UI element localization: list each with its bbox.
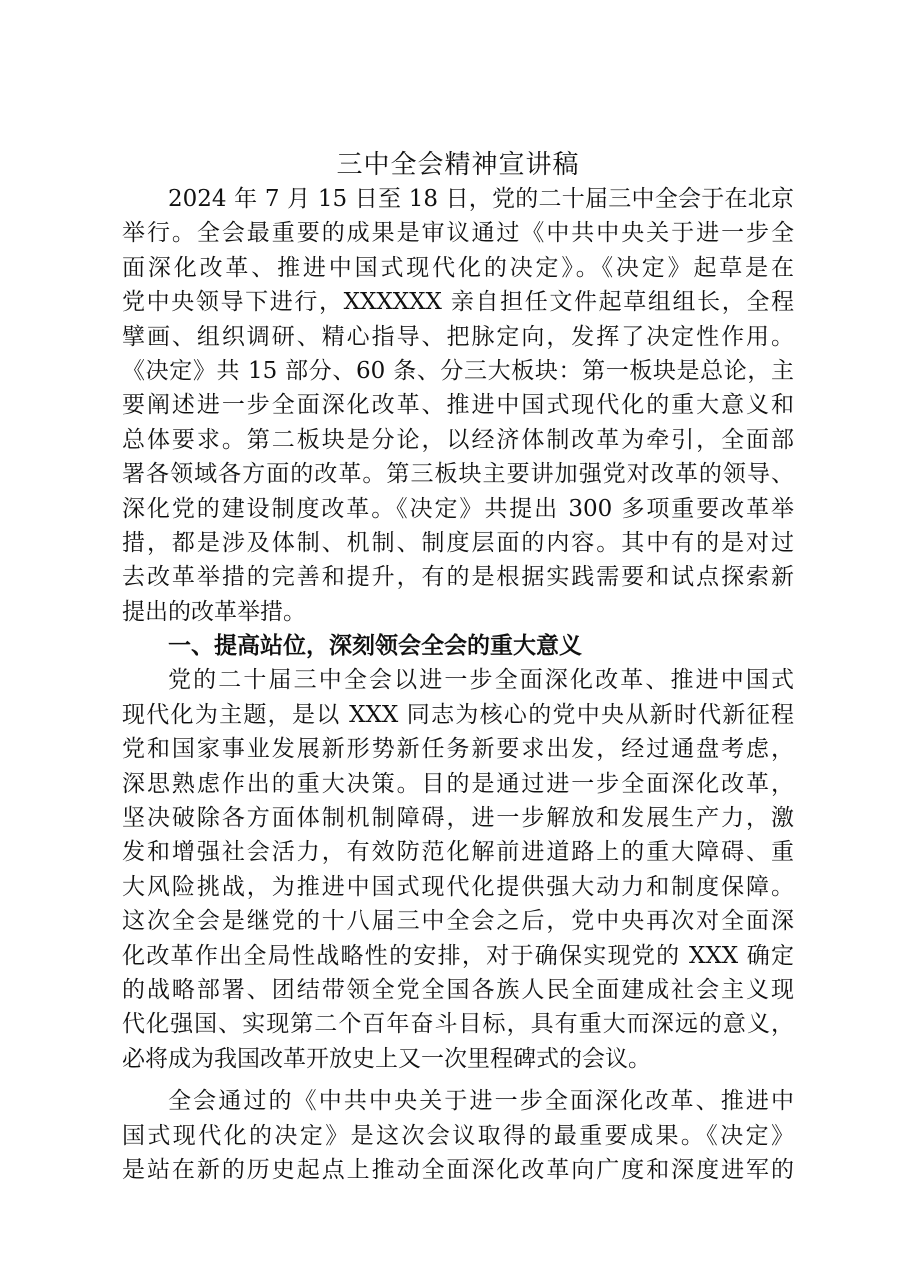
paragraph-line: 提出的改革举措。 [122,598,306,625]
paragraph-line: 是站在新的历史起点上推动全面深化改革向广度和深度进军的 [122,1156,794,1183]
paragraph-line: 要阐述进一步全面深化改革、推进中国式现代化的重大意义和 [122,392,794,419]
paragraph-line: 深化党的建设制度改革。《决定》共提出 300 多项重要改革举 [122,495,794,522]
paragraph-line: 擘画、组织调研、精心指导、把脉定向，发挥了决定性作用。 [122,323,794,350]
paragraph-line: 发和增强社会活力，有效防范化解前进道路上的重大障碍、重 [122,839,794,866]
paragraph-line: 党中央领导下进行，XXXXXX 亲自担任文件起草组组长，全程 [122,289,794,316]
paragraph-line: 署各领域各方面的改革。第三板块主要讲加强党对改革的领导、 [122,461,794,488]
section-heading: 一、提高站位，深刻领会全会的重大意义 [168,633,582,660]
paragraph-line: 总体要求。第二板块是分论，以经济体制改革为牵引，全面部 [122,426,794,453]
paragraph-line: 化改革作出全局性战略性的安排，对于确保实现党的 XXX 确定 [122,942,794,969]
paragraph-line: 举行。全会最重要的成果是审议通过《中共中央关于进一步全 [122,220,794,247]
paragraph-line: 现代化为主题，是以 XXX 同志为核心的党中央从新时代新征程 [122,701,794,728]
document-title: 三中全会精神宣讲稿 [336,150,580,180]
paragraph-intro [122,182,794,629]
paragraph-line: 国式现代化的决定》是这次会议取得的最重要成果。《决定》 [122,1122,794,1149]
paragraph-line: 坚决破除各方面体制机制障碍，进一步解放和发展生产力，激 [122,805,794,832]
paragraph-spacer [122,1076,794,1084]
paragraph-line: 《决定》共 15 部分、60 条、分三大板块：第一板块是总论，主 [122,357,794,384]
paragraph-line: 去改革举措的完善和提升，有的是根据实践需要和试点探索新 [122,564,794,591]
paragraph-line: 党和国家事业发展新形势新任务新要求出发，经过通盘考虑， [122,736,794,763]
paragraph-line: 这次全会是继党的十八届三中全会之后，党中央再次对全面深 [122,908,794,935]
paragraph-line: 必将成为我国改革开放史上又一次里程碑式的会议。 [122,1045,651,1072]
paragraph-line: 大风险挑战，为推进中国式现代化提供强大动力和制度保障。 [122,873,794,900]
paragraph-significance [122,663,794,1076]
paragraph-line: 深思熟虑作出的重大决策。目的是通过进一步全面深化改革， [122,770,794,797]
paragraph-decision [122,1084,794,1187]
paragraph-line: 代化强国、实现第二个百年奋斗目标，具有重大而深远的意义， [122,1011,794,1038]
document-content [122,148,794,1187]
paragraph-line: 2024 年 7 月 15 日至 18 日，党的二十届三中全会于在北京 [168,186,794,212]
paragraph-line: 措，都是涉及体制、机制、制度层面的内容。其中有的是对过 [122,529,794,556]
paragraph-line: 面深化改革、推进中国式现代化的决定》。《决定》起草是在 [122,254,794,281]
paragraph-line: 党的二十届三中全会以进一步全面深化改革、推进中国式 [168,667,794,694]
paragraph-line: 的战略部署、团结带领全党全国各族人民全面建成社会主义现 [122,976,794,1003]
paragraph-line: 全会通过的《中共中央关于进一步全面深化改革、推进中 [168,1088,794,1115]
